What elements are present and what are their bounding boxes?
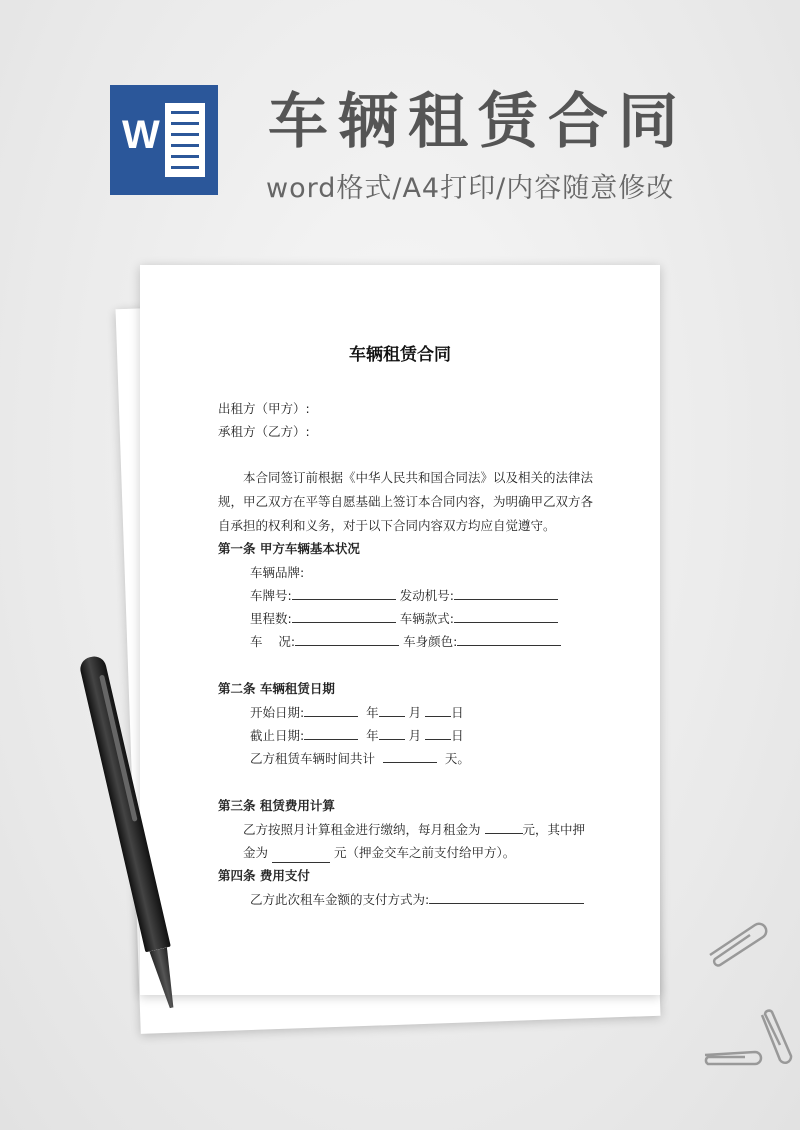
section-3-heading: 第三条 租赁费用计算 xyxy=(218,798,335,813)
banner-subtitle: word格式/A4打印/内容随意修改 xyxy=(266,173,675,204)
lessee-line: 承租方（乙方）: xyxy=(218,424,310,439)
document-lines-icon xyxy=(165,103,205,177)
total-days-row: 乙方租赁车辆时间共计 天。 xyxy=(250,751,470,766)
section-1-heading: 第一条 甲方车辆基本状况 xyxy=(218,541,360,556)
lessor-line: 出租方（甲方）: xyxy=(218,401,310,416)
paperclip-icons xyxy=(700,900,800,1070)
mileage-row: 里程数: 车辆款式: xyxy=(250,609,558,627)
banner-title: 车辆租赁合同 xyxy=(268,87,688,157)
intro-line: 本合同签订前根据《中华人民共和国合同法》以及相关的法律法 xyxy=(243,470,594,485)
rent-line: 乙方按照月计算租金进行缴纳，每月租金为 元，其中押 xyxy=(243,822,586,837)
document-page xyxy=(140,265,660,995)
payment-line: 乙方此次租车金额的支付方式为: xyxy=(250,890,584,908)
intro-line: 自承担的权利和义务，对于以下合同内容双方均应自觉遵守。 xyxy=(218,518,556,533)
section-4-heading: 第四条 费用支付 xyxy=(218,868,310,883)
document-title: 车辆租赁合同 xyxy=(349,345,451,365)
deposit-line: 金为 元（押金交车之前支付给甲方）。 xyxy=(243,843,515,863)
word-icon xyxy=(110,85,218,195)
section-2-heading: 第二条 车辆租赁日期 xyxy=(218,681,335,696)
start-date-row: 开始日期: 年 月 日 xyxy=(250,705,464,720)
word-letter: W xyxy=(122,113,160,157)
end-date-row: 截止日期: 年 月 日 xyxy=(250,728,464,743)
brand-label: 车辆品牌: xyxy=(250,565,305,580)
condition-row: 车 况: 车身颜色: xyxy=(250,632,561,650)
plate-row: 车牌号: 发动机号: xyxy=(250,586,558,604)
intro-line: 规，甲乙双方在平等自愿基础上签订本合同内容，为明确甲乙双方各 xyxy=(218,494,594,509)
